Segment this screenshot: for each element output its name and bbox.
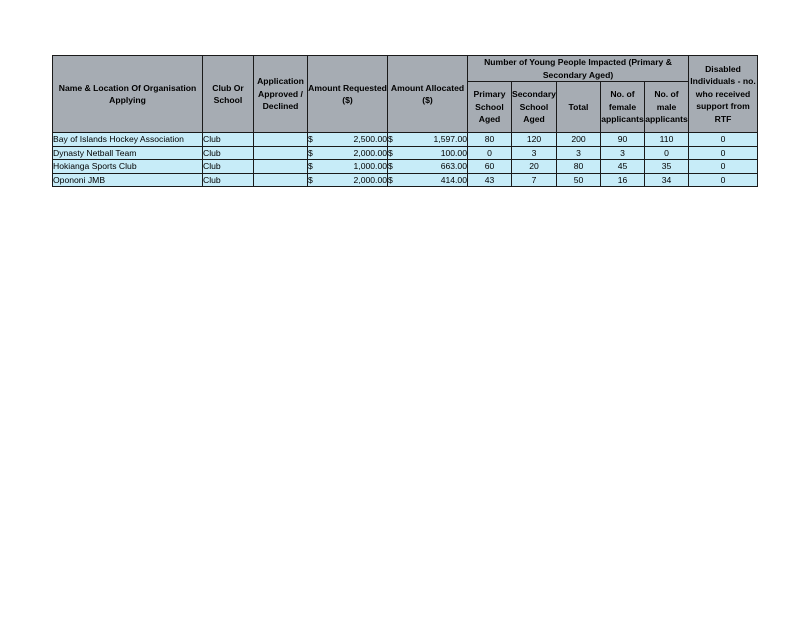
header-total: Total (557, 82, 601, 133)
table-row (53, 146, 758, 160)
cell-allocated (388, 133, 468, 147)
cell-male: 0 (645, 146, 689, 160)
amount-value: 1,000.00 (353, 161, 387, 171)
cell-type: Club (203, 173, 254, 187)
cell-organisation: Opononi JMB (53, 173, 203, 187)
cell-female: 90 (601, 133, 645, 147)
cell-type: Club (203, 146, 254, 160)
cell-total: 200 (557, 133, 601, 147)
cell-requested (308, 173, 388, 187)
header-amount-requested: Amount Requested ($) (308, 56, 388, 133)
table-header (53, 56, 758, 133)
header-application-status: Application Approved / Declined (254, 56, 308, 133)
amount-value: 2,000.00 (353, 174, 387, 185)
funding-table (52, 55, 758, 187)
header-primary: Primary School Aged (468, 82, 512, 133)
amount-value: 2,500.00 (353, 134, 387, 144)
cell-primary: 80 (468, 133, 512, 147)
header-amount-allocated: Amount Allocated ($) (388, 56, 468, 133)
amount-value: 414.00 (440, 174, 467, 185)
table-row (53, 173, 758, 187)
currency-symbol: $ (308, 147, 313, 158)
header-club-or-school: Club Or School (203, 56, 254, 133)
cell-disabled: 0 (689, 160, 758, 174)
cell-female: 45 (601, 160, 645, 174)
cell-allocated (388, 160, 468, 174)
currency-symbol: $ (388, 147, 393, 158)
cell-allocated (388, 173, 468, 187)
cell-organisation: Bay of Islands Hockey Association (53, 133, 203, 147)
cell-disabled: 0 (689, 173, 758, 187)
cell-secondary: 7 (512, 173, 557, 187)
amount-value: 100.00 (440, 147, 467, 158)
cell-type: Club (203, 133, 254, 147)
cell-requested (308, 146, 388, 160)
currency-symbol: $ (388, 174, 393, 185)
amount-value: 663.00 (440, 161, 467, 171)
currency-symbol: $ (388, 161, 393, 171)
cell-organisation: Hokianga Sports Club (53, 160, 203, 174)
cell-primary: 0 (468, 146, 512, 160)
cell-secondary: 120 (512, 133, 557, 147)
cell-requested (308, 160, 388, 174)
cell-total: 80 (557, 160, 601, 174)
cell-primary: 60 (468, 160, 512, 174)
cell-secondary: 3 (512, 146, 557, 160)
cell-total: 50 (557, 173, 601, 187)
currency-symbol: $ (308, 134, 313, 144)
cell-status (254, 146, 308, 160)
cell-male: 35 (645, 160, 689, 174)
cell-female: 16 (601, 173, 645, 187)
header-female: No. of female applicants (601, 82, 645, 133)
header-disabled: Disabled Individuals - no. who received support from RTF (689, 56, 758, 133)
cell-type: Club (203, 160, 254, 174)
table-row (53, 133, 758, 147)
cell-total: 3 (557, 146, 601, 160)
cell-male: 34 (645, 173, 689, 187)
header-young-people-group: Number of Young People Impacted (Primary & Secondary Aged) (468, 56, 689, 82)
header-male: No. of male applicants (645, 82, 689, 133)
currency-symbol: $ (308, 174, 313, 185)
cell-allocated (388, 146, 468, 160)
cell-primary: 43 (468, 173, 512, 187)
amount-value: 2,000.00 (353, 147, 387, 158)
header-secondary: Secondary School Aged (512, 82, 557, 133)
cell-status (254, 160, 308, 174)
cell-female: 3 (601, 146, 645, 160)
amount-value: 1,597.00 (433, 134, 467, 144)
cell-secondary: 20 (512, 160, 557, 174)
currency-symbol: $ (388, 134, 393, 144)
cell-disabled: 0 (689, 133, 758, 147)
header-organisation: Name & Location Of Organisation Applying (53, 56, 203, 133)
cell-disabled: 0 (689, 146, 758, 160)
cell-male: 110 (645, 133, 689, 147)
currency-symbol: $ (308, 161, 313, 171)
cell-organisation: Dynasty Netball Team (53, 146, 203, 160)
cell-status (254, 133, 308, 147)
cell-requested (308, 133, 388, 147)
table-row (53, 160, 758, 174)
cell-status (254, 173, 308, 187)
table-body (53, 133, 758, 187)
